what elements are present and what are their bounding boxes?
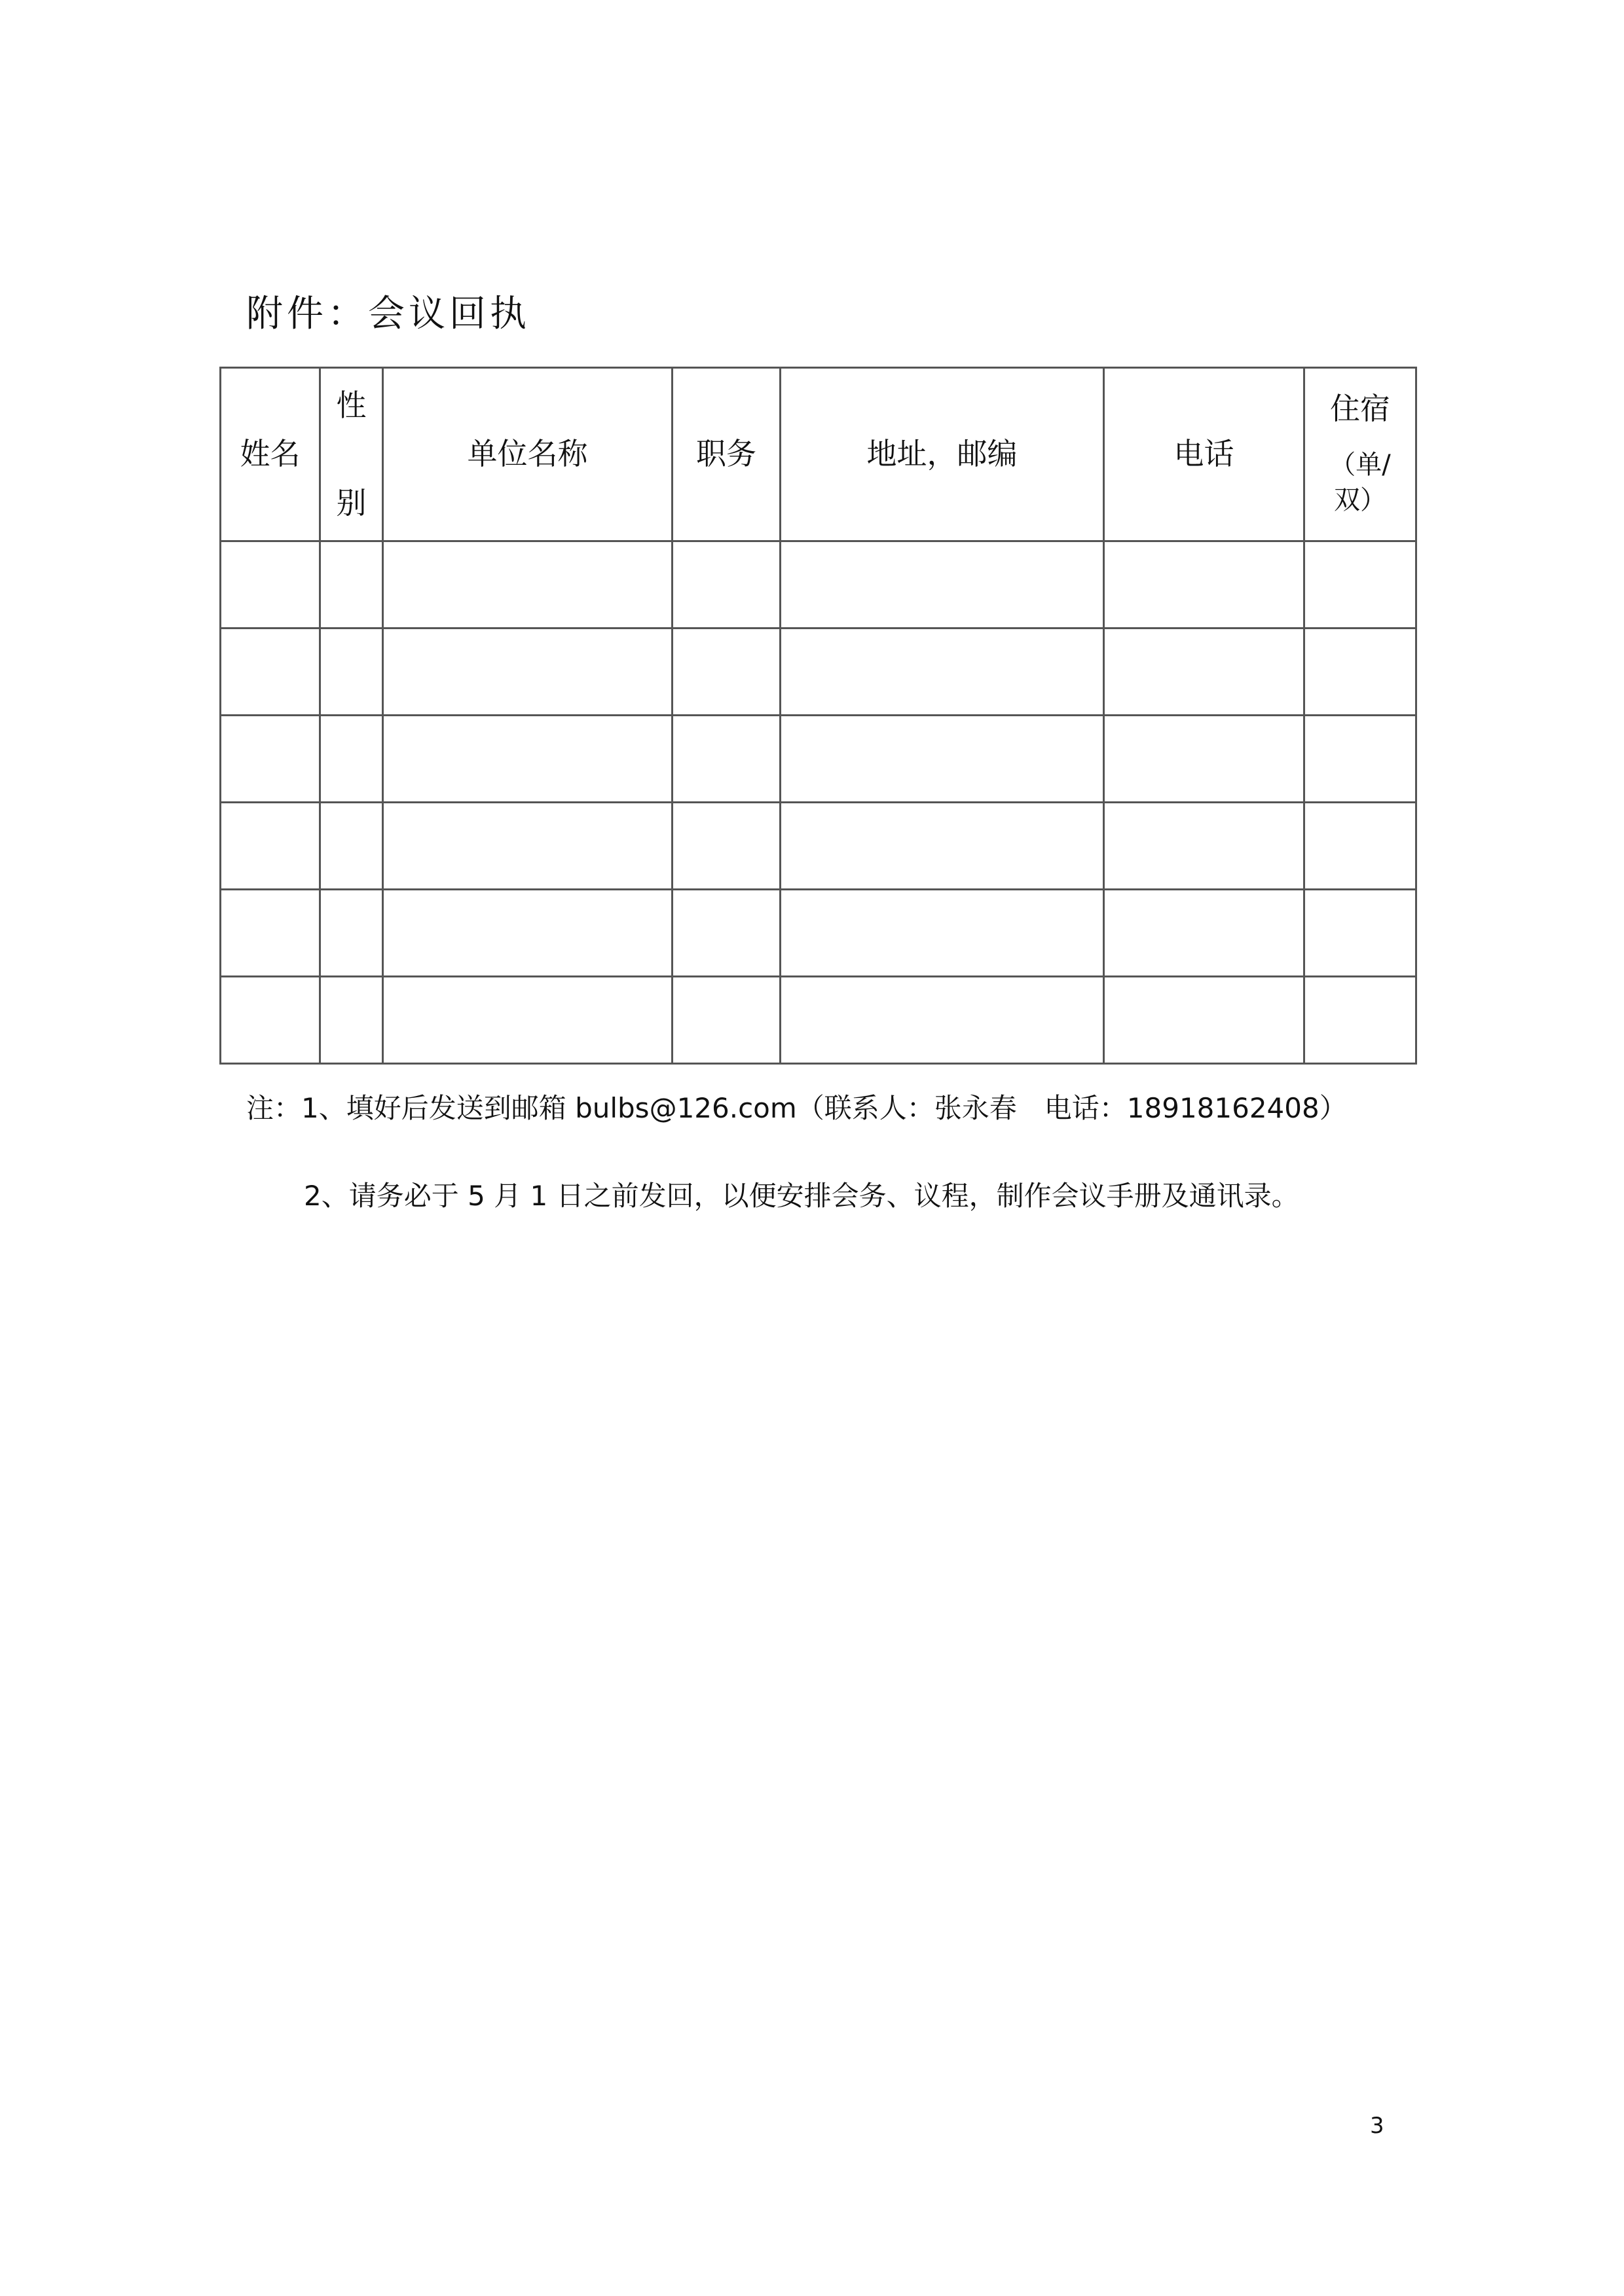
- cell-gender[interactable]: [320, 716, 383, 803]
- cell-name[interactable]: [221, 629, 320, 716]
- cell-position[interactable]: [673, 716, 781, 803]
- cell-position[interactable]: [673, 629, 781, 716]
- cell-address[interactable]: [781, 803, 1104, 890]
- note-2: 2、请务必于 5 月 1 日之前发回，以便安排会务、议程，制作会议手册及通讯录。: [304, 1180, 1299, 1212]
- table-row: [221, 629, 1416, 716]
- meeting-reply-table: [219, 367, 1417, 1065]
- cell-lodging[interactable]: [1304, 977, 1416, 1064]
- header-address: 地址，邮编: [781, 368, 1104, 541]
- cell-unit[interactable]: [383, 629, 673, 716]
- cell-lodging[interactable]: [1304, 629, 1416, 716]
- cell-phone[interactable]: [1104, 977, 1304, 1064]
- cell-unit[interactable]: [383, 890, 673, 977]
- cell-name[interactable]: [221, 541, 320, 629]
- header-lodging-label: 住宿: [1330, 391, 1390, 427]
- cell-lodging[interactable]: [1304, 803, 1416, 890]
- header-name: 姓名: [221, 368, 320, 541]
- cell-position[interactable]: [673, 977, 781, 1064]
- cell-address[interactable]: [781, 716, 1104, 803]
- cell-phone[interactable]: [1104, 629, 1304, 716]
- cell-unit[interactable]: [383, 541, 673, 629]
- cell-position[interactable]: [673, 890, 781, 977]
- cell-lodging[interactable]: [1304, 541, 1416, 629]
- cell-position[interactable]: [673, 803, 781, 890]
- header-gender-bottom: 别: [336, 484, 367, 520]
- cell-phone[interactable]: [1104, 803, 1304, 890]
- cell-address[interactable]: [781, 977, 1104, 1064]
- cell-gender[interactable]: [320, 803, 383, 890]
- header-lodging: [1304, 368, 1416, 541]
- header-position: 职务: [673, 368, 781, 541]
- cell-address[interactable]: [781, 890, 1104, 977]
- cell-lodging[interactable]: [1304, 716, 1416, 803]
- table-row: [221, 890, 1416, 977]
- cell-unit[interactable]: [383, 977, 673, 1064]
- cell-gender[interactable]: [320, 629, 383, 716]
- cell-gender[interactable]: [320, 541, 383, 629]
- table-row: [221, 977, 1416, 1064]
- cell-name[interactable]: [221, 977, 320, 1064]
- cell-name[interactable]: [221, 716, 320, 803]
- cell-lodging[interactable]: [1304, 890, 1416, 977]
- header-lodging-sub1: （单/: [1329, 449, 1391, 480]
- header-phone: 电话: [1104, 368, 1304, 541]
- cell-gender[interactable]: [320, 890, 383, 977]
- cell-address[interactable]: [781, 629, 1104, 716]
- cell-phone[interactable]: [1104, 890, 1304, 977]
- page-number: 3: [1370, 2113, 1384, 2139]
- table-row: [221, 716, 1416, 803]
- cell-phone[interactable]: [1104, 716, 1304, 803]
- cell-position[interactable]: [673, 541, 781, 629]
- cell-name[interactable]: [221, 890, 320, 977]
- cell-unit[interactable]: [383, 803, 673, 890]
- cell-phone[interactable]: [1104, 541, 1304, 629]
- page-title: 附件：会议回执: [246, 293, 530, 335]
- header-gender: [320, 368, 383, 541]
- header-lodging-sub2: 双）: [1333, 484, 1386, 515]
- header-unit: 单位名称: [383, 368, 673, 541]
- table-row: [221, 803, 1416, 890]
- header-gender-top: 性: [336, 388, 367, 423]
- cell-gender[interactable]: [320, 977, 383, 1064]
- note-1: 注：1、填好后发送到邮箱 bulbs@126.com（联系人：张永春 电话：18918162408）: [246, 1092, 1347, 1124]
- table-header-row: [221, 368, 1416, 541]
- cell-unit[interactable]: [383, 716, 673, 803]
- table-row: [221, 541, 1416, 629]
- cell-name[interactable]: [221, 803, 320, 890]
- cell-address[interactable]: [781, 541, 1104, 629]
